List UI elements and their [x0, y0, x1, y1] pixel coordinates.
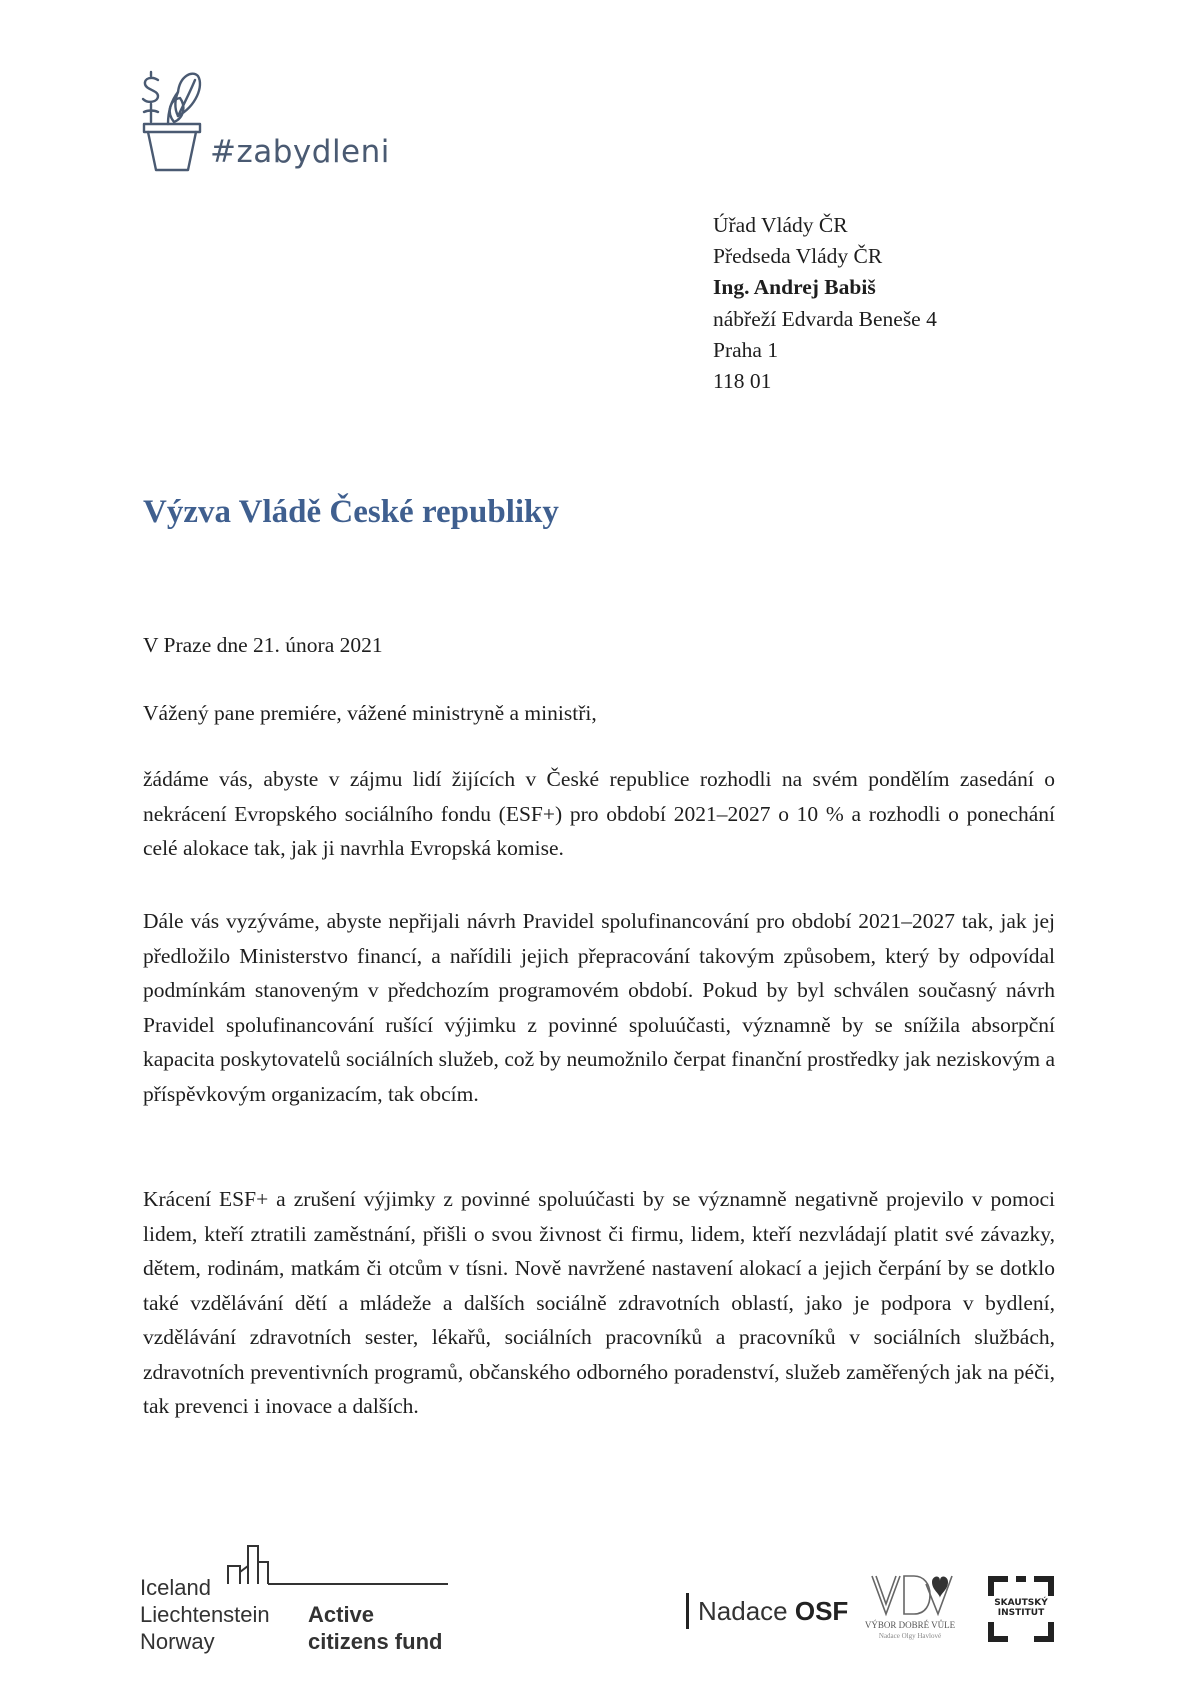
recipient-zip: 118 01 [713, 369, 772, 394]
plant-pot-icon [138, 66, 208, 176]
skaut-line2: INSTITUT [997, 1608, 1045, 1618]
eea-liechtenstein: Liechtenstein [140, 1602, 270, 1627]
skaut-line1: SKAUTSKÝ [994, 1598, 1048, 1608]
logo-wordmark: #zabydleni [210, 134, 390, 170]
skautsky-institut-logo [986, 1574, 1056, 1644]
osf-wordmark [698, 1596, 848, 1627]
recipient-address [713, 210, 937, 397]
recipient-city: Praha 1 [713, 337, 779, 362]
zabydleni-logo [138, 66, 458, 176]
skaut-wordmark [986, 1598, 1056, 1618]
vdv-caption: VÝBOR DOBRÉ VŮLE [864, 1620, 956, 1630]
paragraph-2: Dále vás vyzýváme, abyste nepřijali návrh Pravidel spolufinancování pro období 2021–2027 tak, jak jej předložilo Ministerstvo financí, a nařídili jejich přepracování takovým způsobem, který by odpovídal podmínkám stanoveným v předchozím programovém období. Pokud by byl schválen současný návrh Pravidel spolufinancování rušící výjimku z povinné spoluúčasti, významně by se snížila absorpční kapacita poskytovatelů sociálních služeb, což by neumožnilo čerpat finanční prostředky jak neziskovým a příspěvkovým organizacím, tak obcím. [143, 909, 1055, 1106]
recipient-position: Předseda Vlády ČR [713, 244, 883, 269]
paragraph-3: Krácení ESF+ a zrušení výjimky z povinné spoluúčasti by se významně negativně projevilo v pomoci lidem, kteří ztratili zaměstnání, přišli o svou živnost či firmu, lidem, kteří nezvládají platit své závazky, dětem, rodinám, matkám či otcům v tísni. Nově navržené nastavení alokací a jejich čerpání by se dotklo také vzdělávání dětí a mládeže a dalších sociálně zdravotních oblastí, jako je podpora v bydlení, vzdělávání zdravotních sester, lékařů, sociálních pracovníků a pracovníků v sociálních službách, zdravotních preventivních programů, občanského odborného poradenství, služeb zaměřených jak na péči, tak prevenci i inovace a dalších. [143, 1187, 1055, 1418]
letter-greeting: Vážený pane premiére, vážené ministryně a ministři, [143, 701, 597, 725]
vdv-monogram-icon [860, 1570, 960, 1620]
recipient-street: nábřeží Edvarda Beneše 4 [713, 306, 937, 331]
osf-divider [686, 1593, 689, 1629]
fund-active: Active [308, 1602, 375, 1627]
vdv-subcaption: Nadace Olgy Havlové [878, 1632, 942, 1640]
osf-brand: OSF [794, 1596, 849, 1626]
recipient-office: Úřad Vlády ČR [713, 213, 848, 237]
recipient-name: Ing. Andrej Babiš [713, 275, 876, 300]
letter-title: Výzva Vládě České republiky [143, 494, 559, 530]
fund-citizens-label: citizens fund [308, 1629, 443, 1654]
active-citizens-fund-logo [140, 1538, 450, 1658]
osf-prefix: Nadace [698, 1596, 795, 1626]
letter-date: V Praze dne 21. února 2021 [143, 633, 383, 657]
vybor-dobre-vule-logo [860, 1570, 960, 1646]
eea-iceland: Iceland [140, 1575, 211, 1600]
eea-norway: Norway [140, 1629, 215, 1654]
fund-citizens [308, 1628, 442, 1655]
paragraph-1: žádáme vás, abyste v zájmu lidí žijících v České republice rozhodli na svém pondělím zasedání o nekrácení Evropského sociálního fondu (ESF+) pro období 2021–2027 o 10 % a rozhodli o ponechání celé alokace tak, jak ji navrhla Evropská komise. [143, 767, 1055, 860]
